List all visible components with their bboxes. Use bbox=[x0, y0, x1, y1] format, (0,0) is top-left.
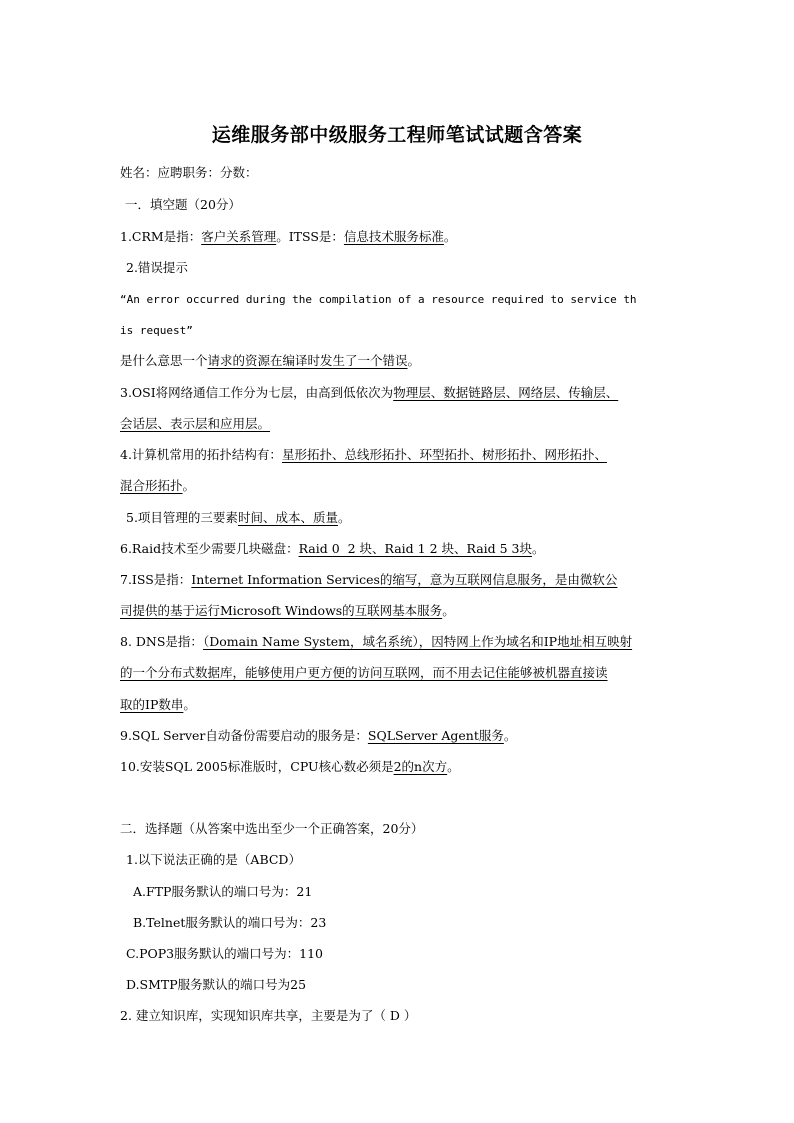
q1-suffix: 。 bbox=[443, 229, 457, 244]
q7-answer-line1: Internet Information Services的缩写，意为互联网信息服务，是由微软公 bbox=[191, 572, 618, 587]
q10-prefix: 10.安装SQL 2005标准版时，CPU核心数必须是 bbox=[120, 759, 394, 774]
question-8 bbox=[120, 633, 632, 651]
question-3 bbox=[120, 384, 618, 402]
question-6 bbox=[120, 540, 545, 558]
question-7-cont bbox=[120, 602, 455, 620]
q8-prefix: 8. DNS是指： bbox=[120, 634, 203, 649]
q3-answer-line1: 物理层、数据链路层、网络层、传输层、 bbox=[393, 385, 619, 400]
question-3-cont bbox=[120, 415, 270, 433]
s2-q1-option-b: B.Telnet服务默认的端口号为：23 bbox=[133, 915, 327, 930]
q9-suffix: 。 bbox=[503, 728, 517, 743]
q5-answer: 时间、成本、质量 bbox=[237, 510, 338, 525]
q9-prefix: 9.SQL Server自动备份需要启动的服务是： bbox=[120, 728, 368, 743]
q3-prefix: 3.OSI将网络通信工作分为七层，由高到低依次为 bbox=[120, 385, 394, 400]
q2-suffix: 。 bbox=[407, 353, 421, 368]
q10-suffix: 。 bbox=[447, 759, 460, 774]
question-5 bbox=[126, 509, 350, 527]
question-1 bbox=[120, 228, 456, 246]
q7-suffix: 。 bbox=[442, 603, 455, 618]
s2-question-1: 1.以下说法正确的是（ABCD） bbox=[126, 852, 301, 867]
q2-prefix: 是什么意思一个 bbox=[120, 353, 208, 368]
q2-answer: 请求的资源在编译时发生了一个错误 bbox=[207, 353, 408, 368]
q1-mid: 。ITSS是： bbox=[276, 229, 344, 244]
question-4 bbox=[120, 446, 607, 464]
question-7 bbox=[120, 571, 617, 589]
q4-suffix: 。 bbox=[182, 478, 196, 493]
q4-answer-line2: 混合形拓扑 bbox=[120, 478, 183, 493]
question-8-cont1 bbox=[120, 664, 608, 682]
q8-answer-line2: 的一个分布式数据库，能够使用户更方便的访问互联网，而不用去记住能够被机器直接读 bbox=[120, 665, 608, 680]
question-8-cont2 bbox=[120, 696, 196, 714]
section2-heading: 二．选择题（从答案中选出至少一个正确答案，20分） bbox=[120, 821, 424, 836]
question-9 bbox=[120, 727, 516, 745]
q8-answer-line3: 取的IP数串 bbox=[120, 697, 184, 712]
q8-suffix: 。 bbox=[183, 697, 196, 712]
q5-prefix: 5.项目管理的三要素 bbox=[126, 510, 238, 525]
q5-suffix: 。 bbox=[337, 510, 351, 525]
q6-suffix: 。 bbox=[532, 541, 545, 556]
q9-answer: SQLServer Agent服务 bbox=[367, 728, 504, 743]
s2-question-2: 2. 建立知识库，实现知识库共享，主要是为了（ D ） bbox=[120, 1008, 417, 1023]
q4-answer-line1: 星形拓扑、总线形拓扑、环型拓扑、树形拓扑、网形拓扑、 bbox=[281, 447, 607, 462]
q2-quote-line2: is request” bbox=[120, 324, 193, 337]
q2-quote-line1: “An error occurred during the compilation of a resource required to service th bbox=[120, 293, 637, 306]
question-4-cont bbox=[120, 477, 195, 495]
s2-q1-option-a: A.FTP服务默认的端口号为：21 bbox=[133, 884, 313, 899]
document-title: 运维服务部中级服务工程师笔试试题含答案 bbox=[211, 124, 583, 146]
q2-label: 2.错误提示 bbox=[126, 260, 188, 275]
q8-answer-line1: （Domain Name System，域名系统），因特网上作为域名和IP地址相互映射 bbox=[202, 634, 633, 649]
question-10 bbox=[120, 758, 460, 776]
q1-answer-itss: 信息技术服务标准 bbox=[343, 229, 444, 244]
q1-prefix: 1.CRM是指： bbox=[120, 229, 202, 244]
s2-q1-option-d: D.SMTP服务默认的端口号为25 bbox=[126, 977, 307, 992]
header-fields: 姓名：应聘职务：分数： bbox=[120, 165, 258, 180]
section1-heading: 一．填空题（20分） bbox=[125, 197, 241, 212]
question-2-answer bbox=[120, 352, 420, 370]
s2-q1-option-c: C.POP3服务默认的端口号为：110 bbox=[126, 946, 323, 961]
q6-prefix: 6.Raid技术至少需要几块磁盘： bbox=[120, 541, 299, 556]
q7-answer-line2: 司提供的基于运行Microsoft Windows的互联网基本服务 bbox=[120, 603, 443, 618]
q3-answer-line2: 会话层、表示层和应用层。 bbox=[120, 416, 271, 431]
q10-answer: 2的n次方 bbox=[393, 759, 448, 774]
q7-prefix: 7.ISS是指： bbox=[120, 572, 192, 587]
q4-prefix: 4.计算机常用的拓扑结构有： bbox=[120, 447, 282, 462]
q6-answer: Raid 0 2 块、Raid 1 2 块、Raid 5 3块 bbox=[298, 541, 533, 556]
q1-answer-crm: 客户关系管理 bbox=[201, 229, 277, 244]
